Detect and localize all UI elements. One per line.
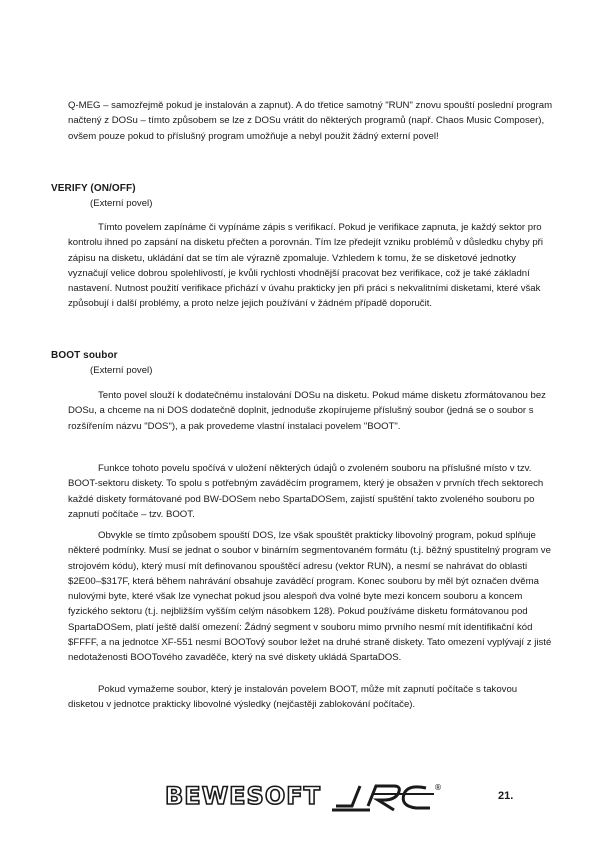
boot-heading: BOOT soubor xyxy=(51,350,118,361)
verify-heading: VERIFY (ON/OFF) xyxy=(51,183,136,194)
bewesoft-logo: BEWESOFT xyxy=(165,782,322,810)
boot-paragraph-4: Pokud vymažeme soubor, který je instalován povelem BOOT, může mít zapnutí počítače s takovou disketou v jednotce prakticky libovolné výsledky (nejčastěji zablokování počítače). xyxy=(68,684,518,711)
page-footer xyxy=(0,778,600,818)
verify-subheading: (Externí povel) xyxy=(90,198,153,209)
verify-paragraph: Tímto povelem zapínáme či vypínáme zápis s verifikací. Pokud je verifikace zapnuta, je každý sektor pro kontrolu ihned po zapsání na disketu přečten a porovnán. Tím lze předejít vzniku problémů v důsledku chyby při zápisu na disketu, ukládání dat se tím ale výrazně zpomaluje. Vzhledem k tomu, že se disketové jednotky vyznačují velice dobrou spolehlivostí, je kvůli rychlosti vhodnější pracovat bez verifikace, což je také základní nastavení. Nutnost použití verifikace přichází v úvahu prakticky jen při práci s nekvalitními disketami, které však způsobují i další problémy, a proto nelze jejich používání v žádném případě doporučit. xyxy=(68,222,543,310)
jrc-logo xyxy=(330,780,440,814)
boot-subheading: (Externí povel) xyxy=(90,365,153,376)
boot-paragraph-2: Funkce tohoto povelu spočívá v uložení některých údajů o zvoleném souboru na příslušné místo v tzv. BOOT-sektoru diskety. To spolu s potřebným zaváděcím programem, který je obsažen v prvních třech sektorech každé diskety formátované pod BW-DOSem nebo SpartaDOSem, zajistí spuštění takto zvoleného souboru po zapnutí počítače – tzv. BOOT. xyxy=(68,463,544,520)
boot-paragraph-1: Tento povel slouží k dodatečnému instalování DOSu na disketu. Pokud máme disketu zformátovanou bez DOSu, a chceme na ni DOS dodatečně doplnit, jednoduše zkopírujeme příslušný soubor (jedná se o soubor s rozšířením názvu "DOS"), a pak provedeme vlastní instalaci povelem "BOOT". xyxy=(68,390,546,432)
intro-paragraph: Q-MEG – samozřejmě pokud je instalován a zapnut). A do třetice samotný "RUN" znovu spouští poslední program načtený z DOSu – tímto způsobem se lze z DOSu vrátit do některých programů (např. Chaos Music Composer), ovšem pouze pokud to příslušný program umožňuje a nebyl použit žádný externí povel! xyxy=(68,100,553,142)
boot-paragraph-3: Obvykle se tímto způsobem spouští DOS, lze však spouštět prakticky libovolný program, pokud splňuje některé podmínky. Musí se jednat o soubor v binárním segmentovaném formátu (t.j. běžný spustitelný program ve strojovém kódu), který musí mít definovanou spouštěcí adresu (vektor RUN), a nesmí se nahrávat do oblasti $2E00–$317F, která během nahrávání obsahuje zaváděcí program. Konec souboru by měl být označen dvěma nulovými byte, které však lze vynechat pokud jsou alespoň dva volné byte mezi koncem souboru a koncem fyzického sektoru (t.j. nejbližším vyšším celým násobkem 128). Pokud používáme disketu formátovanou pod SpartaDOSem, platí ještě další omezení: Žádný segment v souboru mimo prvního nesmí mít identifikační kód $FFFF, a na jednotce XF-551 nesmí BOOTový soubor ležet na druhé straně diskety. Tato omezení vyplývají z jisté nedotaženosti BOOTového zavaděče, který na své diskety ukládá SpartaDOS. xyxy=(68,530,552,664)
registered-mark: ® xyxy=(434,783,442,792)
page-number: 21. xyxy=(498,790,514,802)
